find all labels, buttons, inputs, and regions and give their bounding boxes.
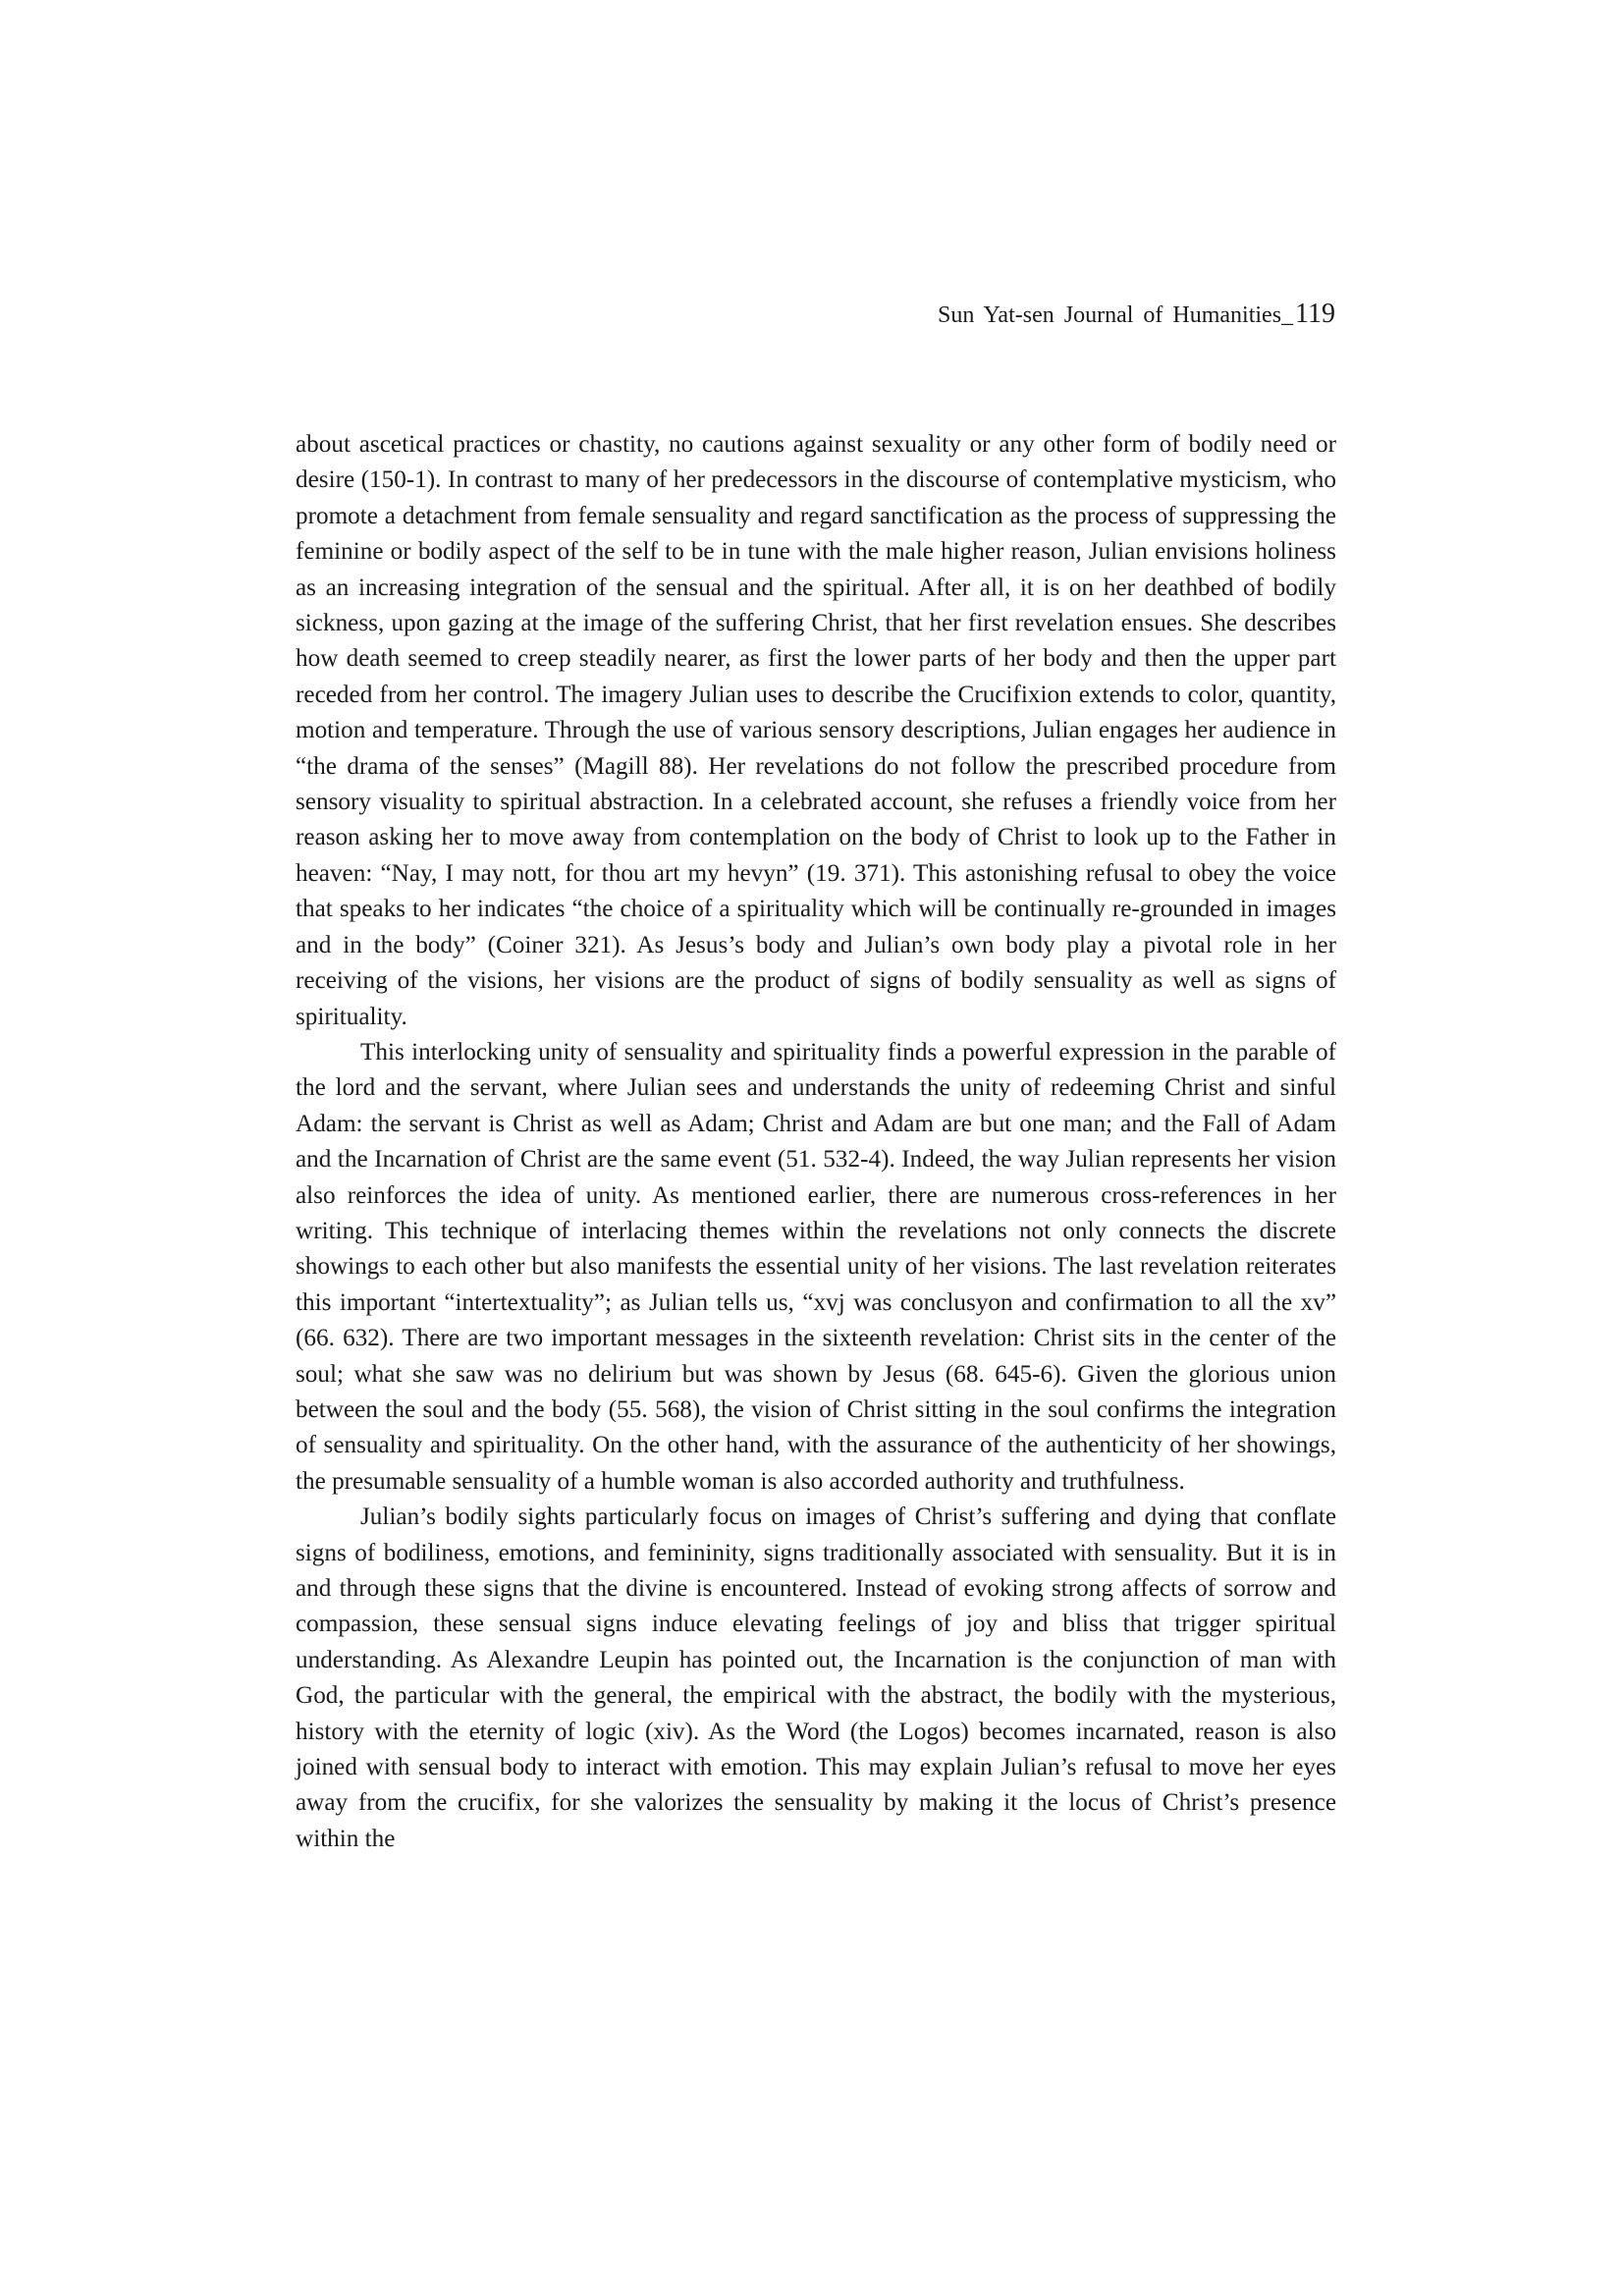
- paragraph: Julian’s bodily sights particularly focus on images of Christ’s suffering and dying that conflate signs of bodiliness, emotions, and femininity, signs traditionally associated with sensuality. But it is in and through these signs that the divine is encountered. Instead of evoking strong affects of sorrow and compassion, these sensual signs induce elevating feelings of joy and bliss that trigger spiritual understanding. As Alexandre Leupin has pointed out, the Incarnation is the conjunction of man with God, the particular with the general, the empirical with the abstract, the bodily with the mysterious, history with the eternity of logic (xiv). As the Word (the Logos) becomes incarnated, reason is also joined with sensual body to interact with emotion. This may explain Julian’s refusal to move her eyes away from the crucifix, for she valorizes the sensuality by making it the locus of Christ’s presence within the: [296, 1503, 1336, 1852]
- body-text: [296, 427, 1336, 1857]
- paragraph: This interlocking unity of sensuality and spirituality finds a powerful expression in the parable of the lord and the servant, where Julian sees and understands the unity of redeeming Christ and sinful Adam: the servant is Christ as well as Adam; Christ and Adam are but one man; and the Fall of Adam and the Incarnation of Christ are the same event (51. 532-4). Indeed, the way Julian represents her vision also reinforces the idea of unity. As mentioned earlier, there are numerous cross-references in her writing. This technique of interlacing themes within the revelations not only connects the discrete showings to each other but also manifests the essential unity of her visions. The last revelation reiterates this important “intertextuality”; as Julian tells us, “xvj was conclusyon and confirmation to all the xv” (66. 632). There are two important messages in the sixteenth revelation: Christ sits in the center of the soul; what she saw was no delirium but was shown by Jesus (68. 645-6). Given the glorious union between the soul and the body (55. 568), the vision of Christ sitting in the soul confirms the integration of sensuality and spirituality. On the other hand, with the assurance of the authenticity of her showings, the presumable sensuality of a humble woman is also accorded authority and truthfulness.: [296, 1038, 1336, 1495]
- running-header: [938, 301, 1335, 328]
- journal-title: Sun Yat-sen Journal of Humanities_: [938, 302, 1294, 328]
- paragraph: about ascetical practices or chastity, no cautions against sexuality or any other form of bodily need or desire (150-1). In contrast to many of her predecessors in the discourse of contemplative mysticism, who promote a detachment from female sensuality and regard sanctification as the process of suppressing the feminine or bodily aspect of the self to be in tune with the male higher reason, Julian envisions holiness as an increasing integration of the sensual and the spiritual. After all, it is on her deathbed of bodily sickness, upon gazing at the image of the suffering Christ, that her first revelation ensues. She describes how death seemed to creep steadily nearer, as first the lower parts of her body and then the upper part receded from her control. The imagery Julian uses to describe the Crucifixion extends to color, quantity, motion and temperature. Through the use of various sensory descriptions, Julian engages her audience in “the drama of the senses” (Magill 88). Her revelations do not follow the prescribed procedure from sensory visuality to spiritual abstraction. In a celebrated account, she refuses a friendly voice from her reason asking her to move away from contemplation on the body of Christ to look up to the Father in heaven: “Nay, I may nott, for thou art my hevyn” (19. 371). This astonishing refusal to obey the voice that speaks to her indicates “the choice of a spirituality which will be continually re-grounded in images and in the body” (Coiner 321). As Jesus’s body and Julian’s own body play a pivotal role in her receiving of the visions, her visions are the product of signs of bodily sensuality as well as signs of spirituality.: [296, 431, 1336, 1030]
- page-number: 119: [1295, 299, 1335, 329]
